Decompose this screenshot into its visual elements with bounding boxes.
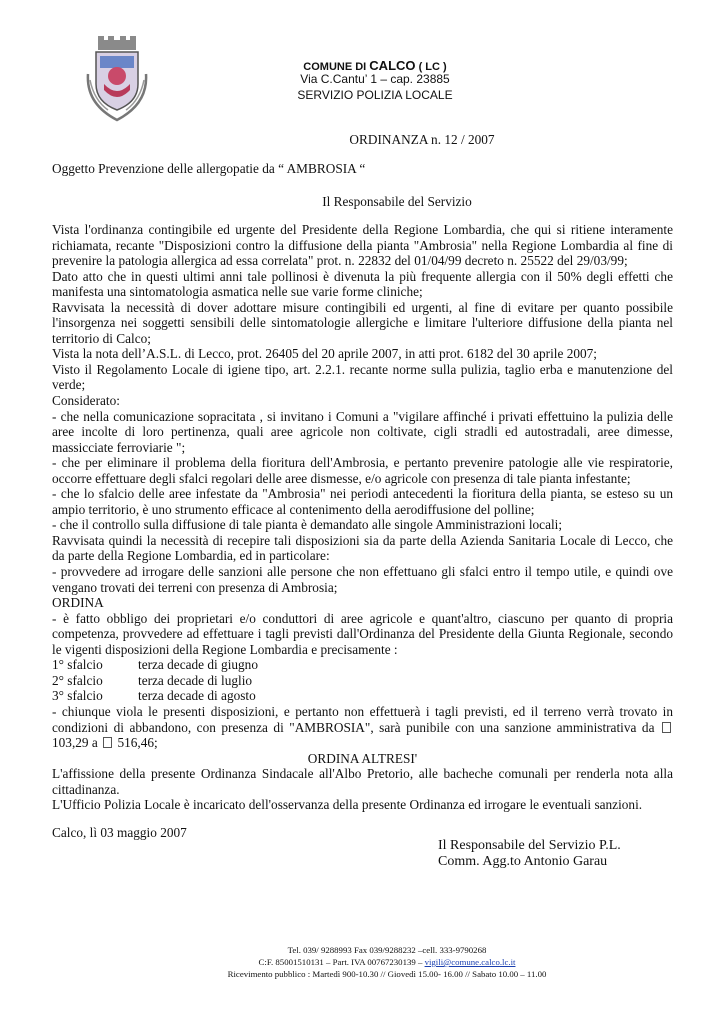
comune-address: Via C.Cantu’ 1 – cap. 23885 bbox=[300, 72, 450, 86]
paragraph: - che nella comunicazione sopracitata , si invitano i Comuni a "vigilare affinché i privati effettuino la pulizia delle aree incolte di loro pertinenza, quali aree agricole non coltivate, cigli stradli ed autostradali, aree dimesse, massicciate ferroviarie "; bbox=[52, 408, 673, 455]
sfalcio-label: 3° sfalcio bbox=[52, 688, 103, 704]
sfalcio-label: 1° sfalcio bbox=[52, 657, 103, 673]
sanzione-paragraph bbox=[52, 704, 673, 751]
comune-province: ( LC ) bbox=[415, 61, 447, 73]
comune-title bbox=[250, 58, 500, 73]
paragraph: Visto il Regolamento Locale di igiene tipo, art. 2.2.1. recante norme sulla pulizia, taglio erba e manutenzione del verde; bbox=[52, 361, 673, 393]
crest-icon bbox=[84, 34, 150, 124]
paragraph: - che per eliminare il problema della fioritura dell'Ambrosia, e pertanto prevenire patologie alle vie respiratorie, occorre effettuare degli sfalci regolari delle aree dismesse, e/o agricole con presenza di tale pianta infestante; bbox=[52, 455, 673, 486]
ordinance-body bbox=[52, 222, 673, 840]
sanzione-text: - chiunque viola le presenti disposizioni, e pertanto non effettuerà i tagli previsti, ed il terreno verrà trovato in condizioni di abbandono, con presenza di "AMBROSIA", sarà punibile con una sanzione amministrativa da bbox=[52, 703, 673, 735]
date-place: Calco, lì 03 maggio 2007 bbox=[52, 824, 187, 840]
responsabile-heading: Il Responsabile del Servizio bbox=[322, 194, 472, 209]
signature-name: Comm. Agg.to Antonio Garau bbox=[438, 854, 608, 869]
paragraph: Considerato: bbox=[52, 393, 120, 409]
sfalcio-period: terza decade di agosto bbox=[138, 688, 256, 704]
ordinanza-number: ORDINANZA n. 12 / 2007 bbox=[349, 132, 495, 147]
footer-hours: Ricevimento pubblico : Martedì 900-10.30 // Giovedì 15.00- 16.00 // Sabato 10.00 – 11.00 bbox=[227, 969, 547, 979]
sfalcio-label: 2° sfalcio bbox=[52, 672, 103, 688]
service-name: SERVIZIO POLIZIA LOCALE bbox=[297, 88, 453, 102]
sanzione-min: 103,29 a bbox=[52, 735, 98, 751]
ordina-heading: ORDINA bbox=[52, 595, 104, 611]
paragraph: Dato atto che in questi ultimi anni tale pollinosi è divenuta la più frequente allergia con il 50% degli effetti che manifesta una sintomatologia asmatica nelle sue varie forme cliniche; bbox=[52, 268, 673, 300]
paragraph: - provvedere ad irrogare delle sanzioni alle persone che non effettuano gli sfalci entro il tempo utile, e quindi ove vengano trovati dei terreni con presenza di Ambrosia; bbox=[52, 564, 673, 595]
sfalcio-row bbox=[52, 673, 673, 689]
oggetto-line: Oggetto Prevenzione delle allergopatie da “ AMBROSIA “ bbox=[52, 161, 366, 176]
closing-paragraph: L'affissione della presente Ordinanza Sindacale all'Albo Pretorio, alle bacheche comunali per renderla nota alla cittadinanza. bbox=[52, 766, 673, 797]
signature-title: Il Responsabile del Servizio P.L. bbox=[438, 838, 621, 853]
paragraph: - che il controllo sulla diffusione di tale pianta è demandato alle singole Amministrazioni locali; bbox=[52, 517, 563, 533]
sfalcio-period: terza decade di giugno bbox=[138, 657, 258, 673]
comune-name: CALCO bbox=[369, 58, 416, 73]
footer bbox=[0, 944, 724, 980]
paragraph: - che lo sfalcio delle aree infestate da "Ambrosia" nei periodi antecedenti la fioritura della pianta, se esteso su un ampio territorio, è uno strumento efficace al contenimento della aerodiffusione del polline; bbox=[52, 486, 673, 517]
currency-glyph-box bbox=[103, 737, 112, 748]
footer-contacts: Tel. 039/ 9288993 Fax 039/9288232 –cell. 333-9790268 bbox=[287, 945, 487, 955]
paragraph: Ravvisata la necessità di dover adottare misure contingibili ed urgenti, al fine di evitare per quanto possibile l'insorgenza nei soggetti sensibili delle sintomatologie allergiche e limitare l'ulteriore diffusione della pianta nel territorio di Calco; bbox=[52, 299, 673, 346]
paragraph: Ravvisata quindi la necessità di recepire tali disposizioni sia da parte della Azienda Sanitaria Locale di Lecco, che da parte della Regione Lombardia, ed in particolare: bbox=[52, 532, 673, 564]
currency-glyph-box bbox=[662, 722, 671, 733]
signature-block bbox=[438, 838, 621, 870]
sfalcio-period: terza decade di luglio bbox=[138, 672, 253, 688]
ordina-altresi-heading: ORDINA ALTRESI' bbox=[307, 750, 418, 766]
footer-email-link[interactable]: vigili@comune.calco.lc.it bbox=[424, 957, 516, 967]
sanzione-max: 516,46; bbox=[117, 735, 158, 751]
paragraph: Vista la nota dell’A.S.L. di Lecco, prot. 26405 del 20 aprile 2007, in atti prot. 6182 del 30 aprile 2007; bbox=[52, 346, 597, 362]
footer-fiscal-text: C:F. 85001510131 – Part. IVA 00767230139 – bbox=[258, 957, 425, 967]
paragraph: Vista l'ordinanza contingibile ed urgente del Presidente della Regione Lombardia, che qui si ritiene interamente richiamata, recante "Disposizioni contro la diffusione della pianta "Ambrosia" nella Regione Lombardia al fine di prevenire la patologia allergica ad essa correlata" prot. n. 22832 del 01/04/99 decreto n. 25522 del 29/03/99; bbox=[52, 222, 673, 269]
comune-prefix: COMUNE DI bbox=[303, 61, 370, 73]
sfalcio-row bbox=[52, 657, 673, 673]
footer-fiscal bbox=[50, 956, 724, 968]
paragraph: - è fatto obbligo dei proprietari e/o conduttori di aree agricole e quant'altro, ciascuno per quanto di propria competenza, provvedere ad effettuare i tagli previsti dall'Ordinanza del Presidente della Giunta Regionale, secondo le vigenti disposizioni della Regione Lombardia e precisamente : bbox=[52, 610, 673, 657]
sfalcio-row bbox=[52, 688, 673, 704]
closing-paragraph: L'Ufficio Polizia Locale è incaricato dell'osservanza della presente Ordinanza ed irrogare le eventuali sanzioni. bbox=[52, 797, 643, 813]
